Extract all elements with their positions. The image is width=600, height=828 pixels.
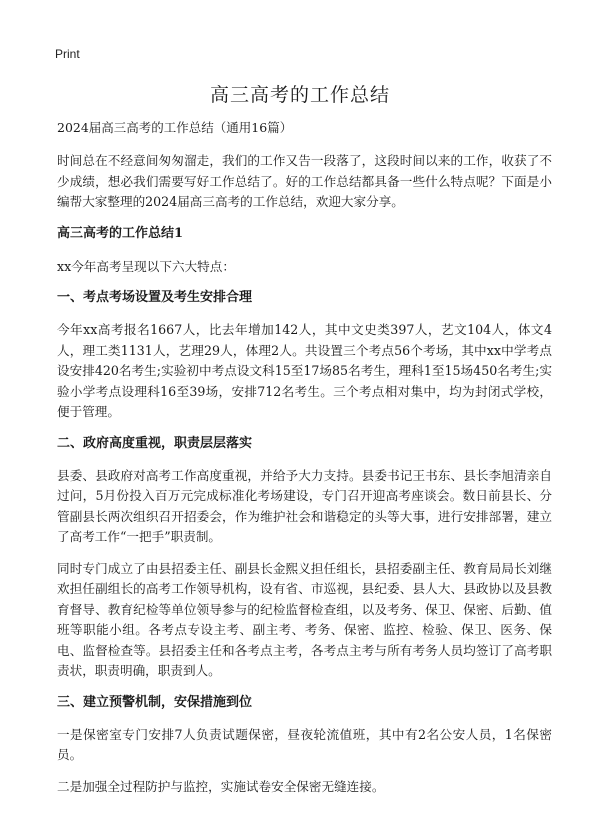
paragraph-3: 同时专门成立了由县招委主任、副县长金熙义担任组长，县招委副主任、教育局局长刘继欢担任副组长的高考工作领导机构，设有省、市巡视，县纪委、县人大、县政协以及县教育督导、教育纪检等单位领导参与的纪检监督检查组，以及考务、保卫、保密、后勤、值班等职能小组。各考点专设主考、副主考、考务、保密、监控、检验、保卫、医务、保电、监督检查等。县招委主任和各考点主考，各考点主考与所有考务人员均签订了高考职责状，职责明确，职责到人。 [57, 560, 552, 678]
paragraph-4: 一是保密室专门安排7人负责试题保密，昼夜轮流值班，其中有2名公安人员，1名保密员。 [57, 726, 552, 762]
print-link[interactable]: Print [55, 47, 80, 61]
paragraph-1: 今年xx高考报名1667人，比去年增加142人，其中文史类397人，艺文104人，体文4人，理工类1131人，艺理29人，体理2人。共设置三个考点56个考场，其中xx中学考点设安排420名考生;实验初中考点设文科15至17场85名考生，理科1至15场450名考生;实验小学考点设理科16至39场，安排712名考生。三个考点相对集中，均为封闭式学校，便于管理。 [57, 322, 552, 419]
lead-paragraph: xx今年高考呈现以下六大特点： [57, 258, 235, 274]
paragraph-2: 县委、县政府对高考工作高度重视，并给予大力支持。县委书记王书东、县长李旭清亲自过问，5月份投入百万元完成标准化考场建设，专门召开迎高考座谈会。数日前县长、分管副县长两次组织召开招委会，作为维护社会和谐稳定的头等大事，进行安排部署，建立了高考工作“一把手”职责制。 [57, 467, 552, 544]
heading-1: 一、考点考场设置及考生安排合理 [57, 290, 253, 305]
heading-2: 二、政府高度重视，职责层层落实 [57, 435, 253, 451]
article-body [57, 118, 552, 808]
intro-paragraph: 时间总在不经意间匆匆溜走，我们的工作又告一段落了，这段时间以来的工作，收获了不少成绩，想必我们需要写好工作总结了。好的工作总结都具备一些什么特点呢？下面是小编帮大家整理的2024届高三高考的工作总结，欢迎大家分享。 [57, 153, 552, 209]
heading-3: 三、建立预警机制，安保措施到位 [57, 694, 253, 710]
article-subtitle: 2024届高三高考的工作总结（通用16篇） [57, 120, 293, 135]
section-title: 高三高考的工作总结1 [57, 225, 184, 241]
paragraph-5: 二是加强全过程防护与监控，实施试卷安全保密无缝连接。 [57, 778, 385, 794]
page-title: 高三高考的工作总结 [209, 84, 390, 106]
